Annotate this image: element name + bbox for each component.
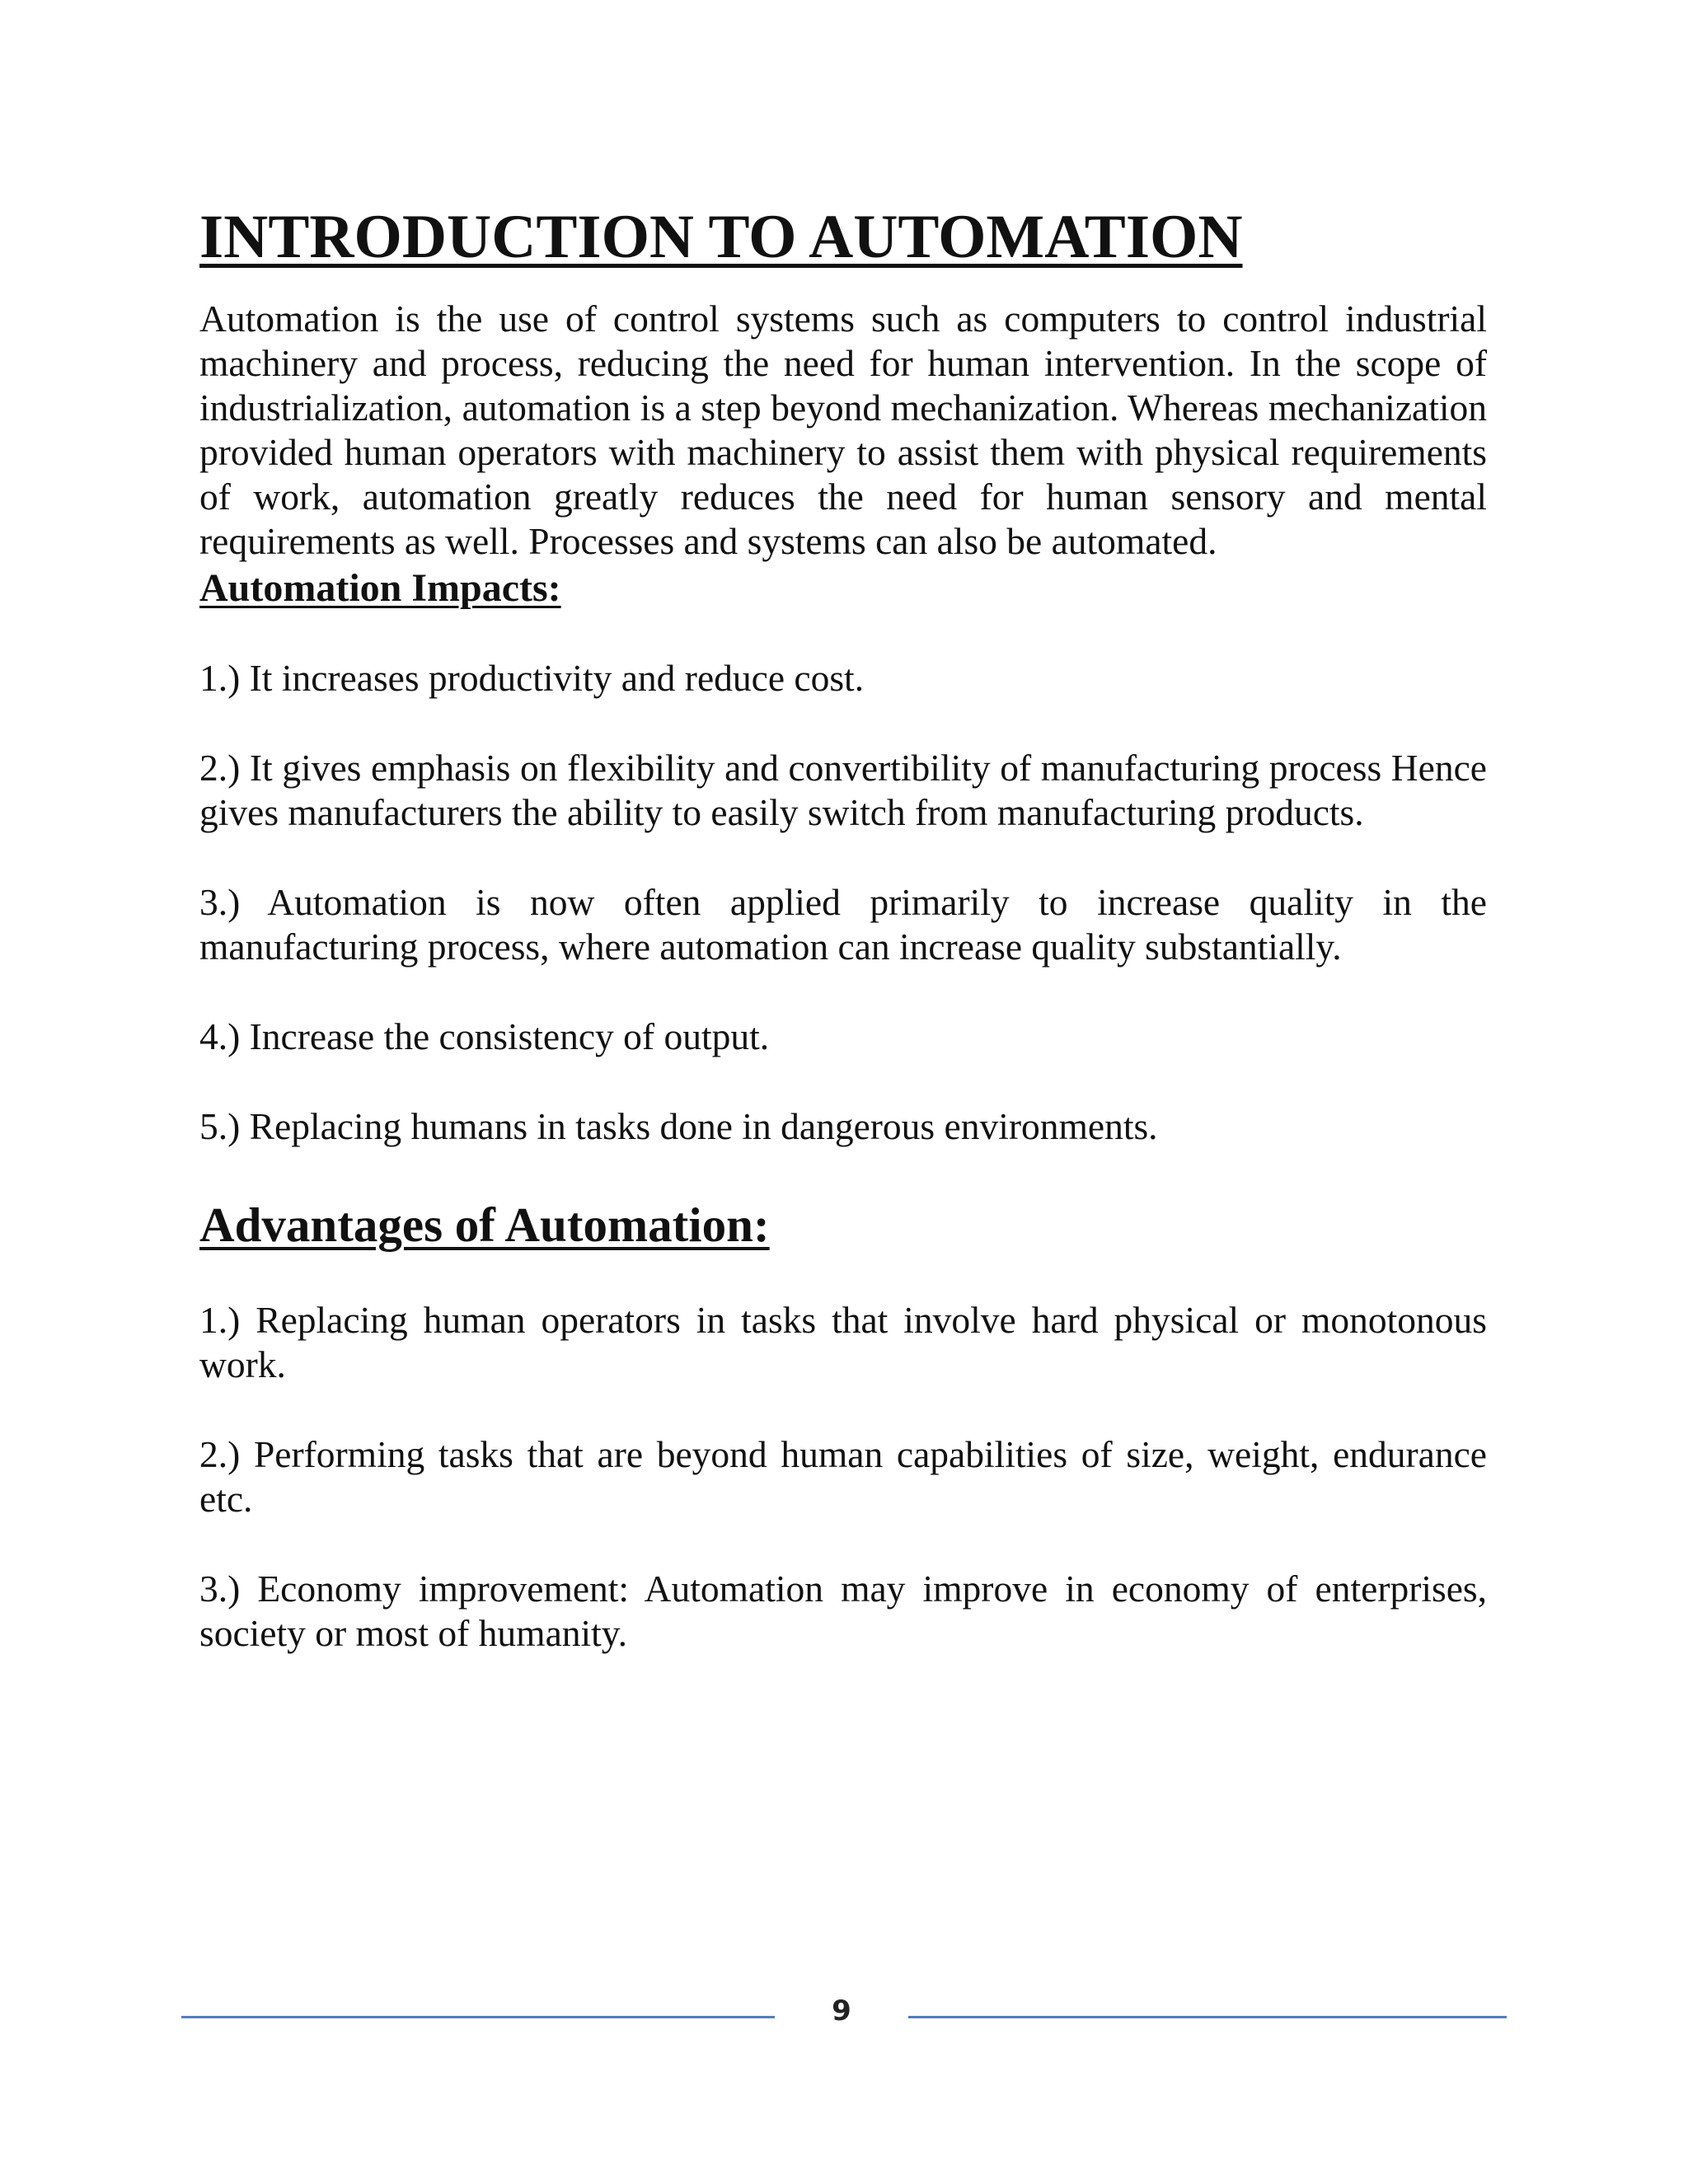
page-title: INTRODUCTION TO AUTOMATION bbox=[199, 203, 1243, 271]
list-item: 2.) It gives emphasis on flexibility and convertibility of manufacturing process Hence gives manufacturers the ability to easily switch from manufacturing products. bbox=[199, 747, 1487, 833]
page-number: 9 bbox=[832, 1994, 851, 2027]
advantages-list bbox=[199, 1298, 1487, 1656]
list-item: 3.) Economy improvement: Automation may improve in economy of enterprises, society or most of humanity. bbox=[199, 1568, 1487, 1654]
footer-rule-left bbox=[181, 2016, 775, 2018]
list-item: 2.) Performing tasks that are beyond human capabilities of size, weight, endurance etc. bbox=[199, 1433, 1487, 1520]
document-page bbox=[199, 198, 1487, 1701]
list-item: 3.) Automation is now often applied primarily to increase quality in the manufacturing process, where automation can increase quality substantially. bbox=[199, 881, 1487, 968]
list-item: 1.) It increases productivity and reduce cost. bbox=[199, 657, 865, 699]
intro-paragraph: Automation is the use of control systems such as computers to control industrial machinery and process, reducing the need for human intervention. In the scope of industrialization, automation is a step beyond mechanization. Whereas mechanization provided human operators with machinery to assist them with physical requirements of work, automation greatly reduces the need for human sensory and mental requirements as well. Processes and systems can also be automated. bbox=[199, 298, 1487, 562]
list-item: 1.) Replacing human operators in tasks that involve hard physical or monotonous work. bbox=[199, 1299, 1487, 1385]
advantages-heading: Advantages of Automation: bbox=[199, 1197, 770, 1252]
impacts-list bbox=[199, 656, 1487, 1149]
impacts-heading: Automation Impacts: bbox=[199, 566, 561, 610]
page-footer bbox=[181, 1993, 1507, 2042]
list-item: 5.) Replacing humans in tasks done in dangerous environments. bbox=[199, 1105, 1158, 1147]
list-item: 4.) Increase the consistency of output. bbox=[199, 1015, 770, 1057]
footer-rule-right bbox=[908, 2016, 1507, 2018]
